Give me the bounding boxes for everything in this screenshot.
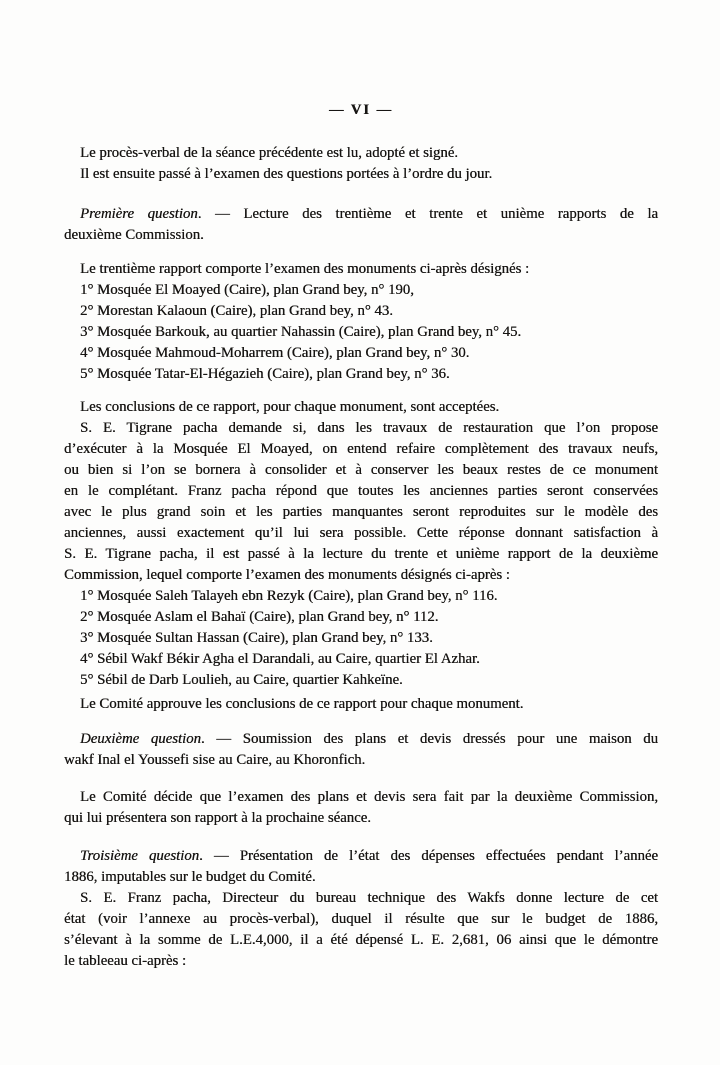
decision-paragraph bbox=[64, 787, 658, 829]
paragraph-line: état (voir l’annexe au procès-verbal), duquel il résulte que sur le budget de 1886, bbox=[64, 911, 658, 927]
list-item: 5° Mosquée Tatar-El-Hégazieh (Caire), plan Grand bey, n° 36. bbox=[80, 366, 450, 382]
paragraph-line: anciennes, aussi exactement qu’il lui sera possible. Cette réponse donnant satisfaction à bbox=[64, 525, 658, 541]
question-heading-line bbox=[64, 846, 658, 867]
paragraph-line: S. E. Tigrane pacha demande si, dans les travaux de restauration que l’on propose bbox=[80, 420, 658, 436]
page-number: — VI — bbox=[328, 102, 394, 118]
question-title: Deuxième question bbox=[80, 731, 201, 747]
question-heading-line: deuxième Commission. bbox=[64, 227, 204, 243]
report-30-list bbox=[64, 259, 658, 385]
question-title: Première question bbox=[80, 206, 198, 222]
question-heading-line bbox=[64, 204, 658, 225]
paragraph-line: Commission, lequel comporte l’examen des monuments désignés ci-après : bbox=[64, 567, 510, 583]
list-item: 1° Mosquée El Moayed (Caire), plan Grand bey, n° 190, bbox=[80, 282, 414, 298]
question-3-heading bbox=[64, 846, 658, 888]
question-2-heading bbox=[64, 729, 658, 771]
paragraph-line: avec le plus grand soin et les parties manquantes seront reproduites sur le modèle des bbox=[64, 504, 658, 520]
approval-paragraph bbox=[64, 694, 658, 715]
opening-paragraph bbox=[64, 143, 658, 185]
text-column bbox=[64, 100, 658, 972]
question-text: . — Lecture des trentième et trente et unième rapports de la bbox=[197, 206, 658, 222]
report-31-list bbox=[64, 586, 658, 691]
paragraph-line: Les conclusions de ce rapport, pour chaque monument, sont acceptées. bbox=[80, 399, 500, 415]
paragraph-line: Le procès-verbal de la séance précédente est lu, adopté et signé. bbox=[80, 145, 458, 161]
list-intro-line: Le trentième rapport comporte l’examen des monuments ci-après désignés : bbox=[80, 261, 530, 277]
paragraph-line: Le Comité décide que l’examen des plans et devis sera fait par la deuxième Commission, bbox=[80, 789, 658, 805]
paragraph-line: qui lui présentera son rapport à la prochaine séance. bbox=[64, 810, 371, 826]
list-item: 4° Mosquée Mahmoud-Moharrem (Caire), plan Grand bey, n° 30. bbox=[80, 345, 470, 361]
list-item: 5° Sébil de Darb Loulieh, au Caire, quartier Kahkeïne. bbox=[80, 672, 403, 688]
paragraph-line: S. E. Franz pacha, Directeur du bureau technique des Wakfs donne lecture de cet bbox=[80, 890, 658, 906]
paragraph-line: en le complétant. Franz pacha répond que toutes les anciennes parties seront conservées bbox=[64, 483, 658, 499]
paragraph-line: Il est ensuite passé à l’examen des questions portées à l’ordre du jour. bbox=[80, 166, 493, 182]
list-item: 4° Sébil Wakf Békir Agha el Darandali, au Caire, quartier El Azhar. bbox=[80, 651, 480, 667]
list-item: 2° Mosquée Aslam el Bahaï (Caire), plan Grand bey, n° 112. bbox=[80, 609, 439, 625]
question-heading-line bbox=[64, 729, 658, 750]
list-item: 2° Morestan Kalaoun (Caire), plan Grand bey, n° 43. bbox=[80, 303, 393, 319]
list-item: 1° Mosquée Saleh Talayeh ebn Rezyk (Caire), plan Grand bey, n° 116. bbox=[80, 588, 498, 604]
paragraph-line: s’élevant à la somme de L.E.4,000, il a été dépensé L. E. 2,681, 06 ainsi que le démontre bbox=[64, 932, 658, 948]
question-heading-line: 1886, imputables sur le budget du Comité. bbox=[64, 869, 316, 885]
list-item: 3° Mosquée Barkouk, au quartier Nahassin (Caire), plan Grand bey, n° 45. bbox=[80, 324, 522, 340]
question-heading-line: wakf Inal el Youssefi sise au Caire, au Khoronfich. bbox=[64, 752, 366, 768]
paragraph-line: S. E. Tigrane pacha, il est passé à la lecture du trente et unième rapport de la deuxième bbox=[64, 546, 658, 562]
discussion-paragraph bbox=[64, 397, 658, 586]
question-title: Troisième question bbox=[80, 848, 200, 864]
question-text: . — Présentation de l’état des dépenses effectuées pendant l’année bbox=[199, 848, 658, 864]
budget-paragraph bbox=[64, 888, 658, 972]
list-item: 3° Mosquée Sultan Hassan (Caire), plan Grand bey, n° 133. bbox=[80, 630, 433, 646]
paragraph-line: d’exécuter à la Mosquée El Moayed, on entend refaire complètement des travaux neufs, bbox=[64, 441, 658, 457]
paragraph-line: ou bien si l’on se bornera à consolider et à conserver les beaux restes de ce monument bbox=[64, 462, 658, 478]
question-1-heading bbox=[64, 204, 658, 246]
paragraph-line: Le Comité approuve les conclusions de ce rapport pour chaque monument. bbox=[80, 696, 524, 712]
paragraph-line: le tableeau ci-après : bbox=[64, 953, 187, 969]
question-text: . — Soumission des plans et devis dressés pour une maison du bbox=[200, 731, 658, 747]
